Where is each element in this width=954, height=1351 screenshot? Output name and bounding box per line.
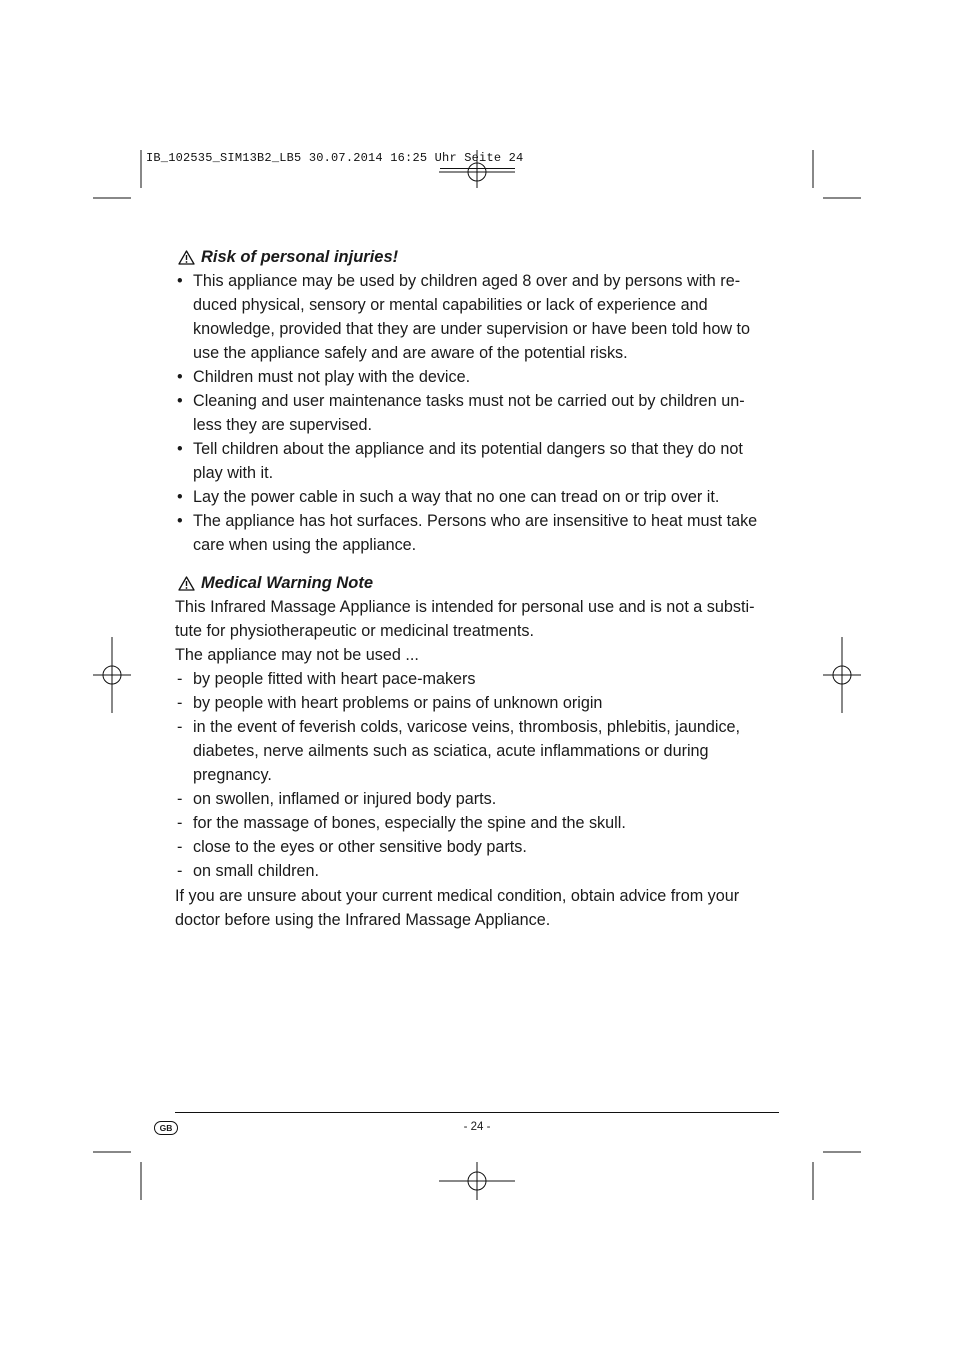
medical-intro: This Infrared Massage Appliance is intended for personal use and is not a substi- tute for physiotherapeutic or medicinal treatments. The appliance may not be used ...: [175, 598, 755, 664]
medical-heading: [175, 571, 785, 595]
print-slug: IB_102535_SIM13B2_LB5 30.07.2014 16:25 Uhr Seite 24: [146, 151, 524, 165]
registration-mark-bottom: [439, 1162, 515, 1200]
list-item: • The appliance has hot surfaces. Persons who are insensitive to heat must take care when using the appliance.: [177, 512, 758, 554]
medical-heading-text: Medical Warning Note: [201, 574, 374, 592]
registration-mark-left: [93, 637, 131, 713]
list-item: - on small children.: [177, 862, 319, 880]
list-item: - close to the eyes or other sensitive body parts.: [177, 838, 527, 856]
page-number: - 24 -: [463, 1121, 491, 1133]
list-item: • Cleaning and user maintenance tasks must not be carried out by children un- less they are supervised.: [177, 392, 745, 434]
warning-triangle-icon: [178, 250, 195, 265]
language-badge: GB: [154, 1121, 178, 1135]
list-item: • Lay the power cable in such a way that no one can tread on or trip over it.: [177, 488, 720, 506]
list-item: • Tell children about the appliance and its potential dangers so that they do not play with it.: [177, 440, 743, 482]
medical-dash-list: [175, 667, 785, 883]
list-item: - in the event of feverish colds, varicose veins, thrombosis, phlebitis, jaundice, diabetes, nerve ailments such as sciatica, acute inflammations or during pregnancy.: [177, 718, 741, 784]
list-item: - on swollen, inflamed or injured body parts.: [177, 790, 497, 808]
medical-outro: If you are unsure about your current medical condition, obtain advice from your doctor before using the Infrared Massage Appliance.: [175, 887, 740, 929]
footer-rule: [175, 1112, 779, 1113]
risk-heading-text: Risk of personal injuries!: [201, 248, 399, 266]
registration-mark-right: [823, 637, 861, 713]
risk-heading: [175, 245, 785, 269]
warning-triangle-icon: [178, 576, 195, 591]
registration-mark-top: [439, 150, 515, 188]
list-item: • Children must not play with the device.: [177, 368, 471, 386]
list-item: • This appliance may be used by children aged 8 over and by persons with re- duced physical, sensory or mental capabilities or lack of experience and knowledge, provided that they are under supervision or have been told how to use the appliance safely and are aware of the potential risks.: [177, 272, 751, 362]
list-item: - by people fitted with heart pace-makers: [177, 670, 476, 688]
list-item: - by people with heart problems or pains of unknown origin: [177, 694, 603, 712]
risk-bullet-list: [175, 269, 785, 557]
page-content: [175, 245, 785, 932]
list-item: - for the massage of bones, especially the spine and the skull.: [177, 814, 626, 832]
